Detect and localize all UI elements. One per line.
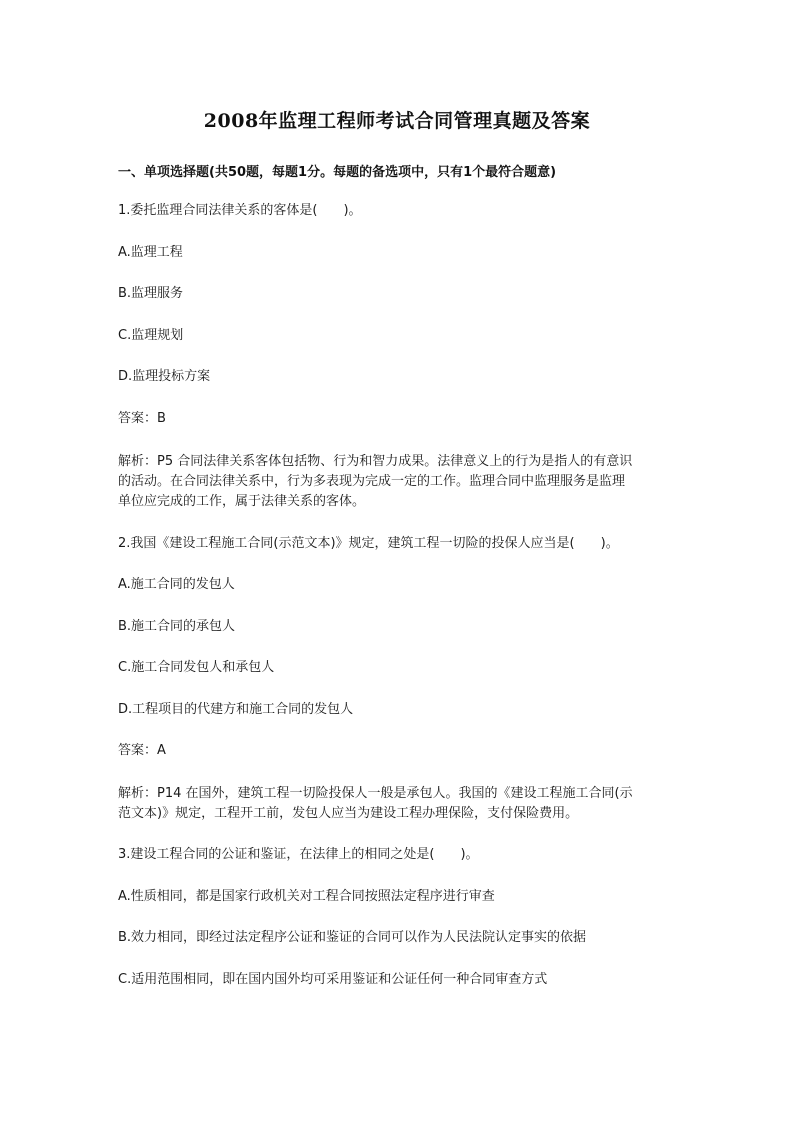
question-3-option-b: B.效力相同，即经过法定程序公证和鉴证的合同可以作为人民法院认定事实的依据 — [118, 930, 587, 945]
question-3-stem: 3.建设工程合同的公证和鉴证，在法律上的相同之处是( )。 — [118, 847, 479, 862]
question-2-option-d: D.工程项目的代建方和施工合同的发包人 — [118, 702, 354, 717]
question-2-analysis-line: 解析：P14 在国外，建筑工程一切险投保人一般是承包人。我国的《建设工程施工合同(示 — [118, 786, 633, 801]
question-2-option-c: C.施工合同发包人和承包人 — [118, 660, 275, 675]
question-2-stem: 2.我国《建设工程施工合同(示范文本)》规定，建筑工程一切险的投保人应当是( )。 — [118, 536, 619, 551]
question-2-option-a: A.施工合同的发包人 — [118, 577, 235, 592]
section-heading: 一、单项选择题(共50题，每题1分。每题的备选项中，只有1个最符合题意) — [118, 165, 557, 180]
question-1-option-d: D.监理投标方案 — [118, 369, 211, 384]
question-1-answer: 答案：B — [118, 411, 166, 426]
question-1-stem: 1.委托监理合同法律关系的客体是( )。 — [118, 203, 362, 218]
question-1-analysis-line: 解析：P5 合同法律关系客体包括物、行为和智力成果。法律意义上的行为是指人的有意识 — [118, 454, 633, 469]
question-1-option-c: C.监理规划 — [118, 328, 184, 343]
question-1-analysis-line: 的活动。在合同法律关系中，行为多表现为完成一定的工作。监理合同中监理服务是监理 — [118, 474, 626, 489]
question-1-option-b: B.监理服务 — [118, 286, 184, 301]
question-2-analysis — [118, 784, 678, 824]
question-1-option-a: A.监理工程 — [118, 245, 183, 260]
question-3-option-c: C.适用范围相同，即在国内国外均可采用鉴证和公证任何一种合同审查方式 — [118, 972, 548, 987]
question-2-analysis-line: 范文本)》规定，工程开工前，发包人应当为建设工程办理保险，支付保险费用。 — [118, 806, 579, 821]
question-3-option-a: A.性质相同，都是国家行政机关对工程合同按照法定程序进行审查 — [118, 889, 495, 904]
question-1-analysis-line: 单位应完成的工作，属于法律关系的客体。 — [118, 494, 366, 509]
document-title: 2008年监理工程师考试合同管理真题及答案 — [203, 110, 591, 132]
question-1-analysis — [118, 452, 678, 512]
question-2-answer: 答案：A — [118, 743, 166, 758]
question-2-option-b: B.施工合同的承包人 — [118, 619, 236, 634]
